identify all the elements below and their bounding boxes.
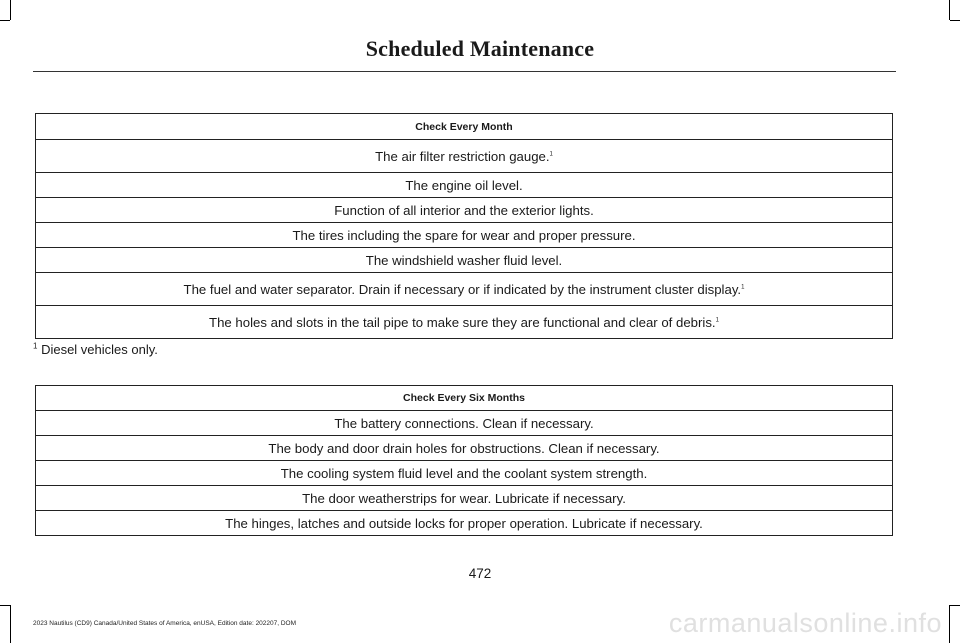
crop-mark-top-left-vertical [10,0,11,20]
table-row [36,306,893,339]
cell-text: Function of all interior and the exterior lights. [334,202,594,218]
page-title: Scheduled Maintenance [365,36,595,61]
table-cell: The door weatherstrips for wear. Lubricate if necessary. [36,486,893,511]
cell-text: The engine oil level. [405,177,523,193]
table-cell: The hinges, latches and outside locks for proper operation. Lubricate if necessary. [36,511,893,536]
table-cell [36,198,893,223]
table-cell: The battery connections. Clean if necessary. [36,411,893,436]
table-row [36,173,893,198]
table-cell [36,248,893,273]
table-cell [36,140,893,173]
table-header-row [36,114,893,140]
crop-mark-bottom-left-vertical [10,605,11,643]
table-cell: The cooling system fluid level and the coolant system strength. [36,461,893,486]
table-row [36,436,893,461]
title-divider [33,71,896,72]
table-row [36,486,893,511]
crop-mark-top-right-horizontal [950,20,960,21]
crop-mark-top-right-vertical [949,0,950,20]
table-row [36,198,893,223]
cell-text: The windshield washer fluid level. [365,252,563,268]
monthly-checks-table [35,113,893,339]
crop-mark-bottom-left-horizontal [0,605,10,606]
crop-mark-bottom-right-vertical [949,605,950,643]
table-cell [36,306,893,339]
cell-text: The tires including the spare for wear and proper pressure. [292,227,636,243]
monthly-table-header: Check Every Month [36,114,893,140]
footnote-ref: 1 [741,284,745,291]
table-row [36,273,893,306]
table-cell [36,173,893,198]
footnote-marker: 1 [33,341,38,351]
table-row [36,511,893,536]
table-row [36,411,893,436]
table-cell: The body and door drain holes for obstructions. Clean if necessary. [36,436,893,461]
watermark: carmanualsonline.info [668,608,942,638]
table-cell [36,273,893,306]
table-cell [36,223,893,248]
footnote-ref: 1 [549,151,553,158]
six-month-table-header: Check Every Six Months [36,386,893,411]
table-row [36,223,893,248]
cell-text: The air filter restriction gauge. [375,148,550,164]
cell-text: The holes and slots in the tail pipe to make sure they are functional and clear of debris. [209,314,716,330]
cell-text: The fuel and water separator. Drain if necessary or if indicated by the instrument cluster display. [183,281,742,297]
footnote-text: Diesel vehicles only. [37,342,158,357]
footnote-ref: 1 [715,317,719,324]
table-row [36,248,893,273]
page-number: 472 [468,566,492,581]
six-month-checks-table [35,385,893,536]
edition-footer: 2023 Nautilus (CD9) Canada/United States of America, enUSA, Edition date: 202207, DOM [33,620,297,627]
table-row [36,140,893,173]
table-row [36,461,893,486]
crop-mark-bottom-right-horizontal [950,605,960,606]
table-header-row [36,386,893,411]
footnote [33,342,158,357]
crop-mark-top-left-horizontal [0,20,10,21]
